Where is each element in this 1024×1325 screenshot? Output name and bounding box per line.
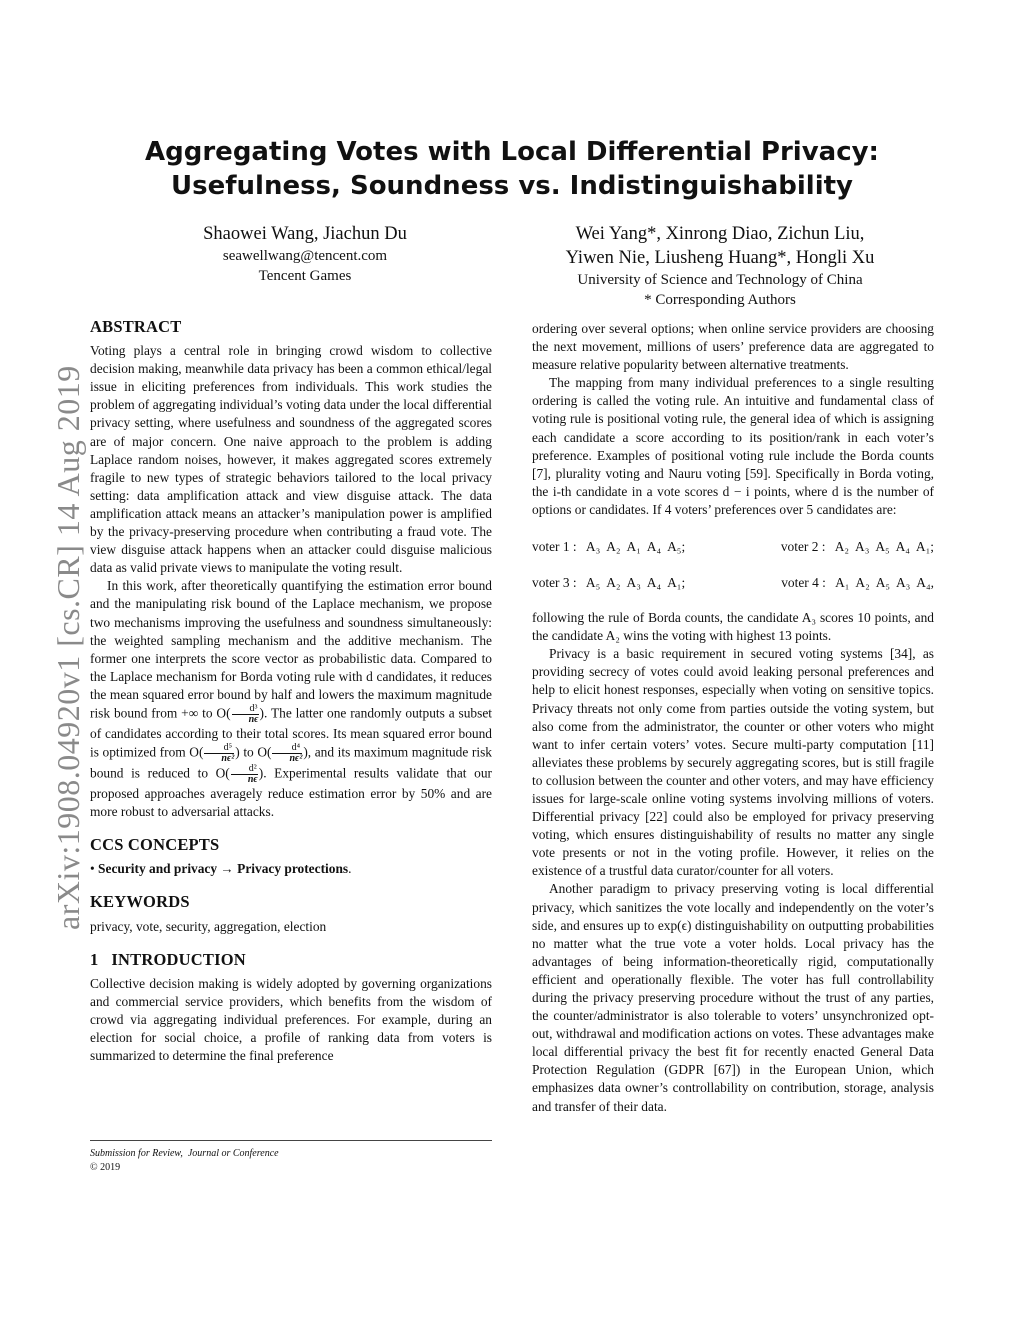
abstract-paragraph-2 — [90, 577, 492, 821]
author-names-line-1: Wei Yang*, Xinrong Diao, Zichun Liu, — [575, 224, 865, 244]
fraction-denominator: nϵ² — [221, 753, 235, 765]
abstract-text-e: ). Experimental results validate that our proposed approaches averagely reduce estimation error by 50% and are more robust to adversarial attacks. — [90, 765, 492, 820]
author-affiliation: University of Science and Technology of China — [577, 272, 863, 288]
author-block-right — [505, 222, 935, 310]
fraction-3 — [272, 743, 302, 764]
fraction-2 — [204, 743, 234, 764]
ccs-end: . — [348, 861, 352, 877]
ccs-bullet: • — [90, 861, 99, 877]
fraction-numerator: d² — [231, 764, 258, 775]
vote-row — [532, 565, 934, 601]
abstract-text-b: ). The latter one randomly outputs a subset of candidates according to their total scores. Its mean squared error bound is optimized from O( — [90, 705, 492, 760]
abstract-heading: ABSTRACT — [90, 317, 182, 336]
abstract-text-a: In this work, after theoretically quantifying the estimation error bound and the manipulating risk bound of the Laplace mechanism, we propose two mechanisms improving the usefulness and soundness simultaneously: the weighted sampling mechanism and the additive mechanism. The former one interprets the score vector as probabilistic data. Compared to the Laplace mechanism for Borda voting rule with d candidates, it reduces the mean squared error bound by half and lowers the maximum magnitude risk bound from +∞ to O( — [90, 578, 492, 721]
author-affiliation: Tencent Games — [258, 268, 352, 284]
author-block-left — [90, 222, 520, 286]
vote-row — [532, 529, 934, 565]
vote-1: voter 1 : A₃ A₂ A₁ A₄ A₅; — [532, 538, 686, 554]
paper-title — [90, 135, 934, 203]
corresponding-note: * Corresponding Authors — [644, 292, 796, 308]
right-paragraph-1: The mapping from many individual preferences to a single resulting ordering is called the voting rule. An intuitive and fundamental class of voting rule is positional voting rule, the general idea of which is assigning each candidate a score according to its position/rank in each voter’s preference. Examples of positional voting rule include the Borda counts [7], plurality voting and Nauru voting [59]. Specifically in Borda voting, the i-th candidate in a vote scores d − i points, where d is the number of options or candidates. If 4 voters’ preferences over 5 candidates are: — [532, 375, 934, 517]
ccs-term: Security and privacy → Privacy protections — [98, 861, 349, 877]
title-line-2: Usefulness, Soundness vs. Indistinguishability — [170, 171, 854, 201]
footnote — [90, 1140, 492, 1175]
keywords-heading: KEYWORDS — [90, 892, 190, 912]
vote-3: voter 3 : A₅ A₂ A₃ A₄ A₁; — [532, 574, 686, 590]
ccs-concepts — [90, 860, 492, 878]
intro-heading: 1 INTRODUCTION — [90, 949, 246, 969]
right-paragraph-4: Another paradigm to privacy preserving voting is local differential privacy, which sanitizes the vote locally and independently on the voter’s side, and ensures up to exp(ϵ) distinguishability on outputting probabilities no matter what the true vote a voter holds. Local privacy has the advantages of being information-theoretically rigid, computationally efficient and operationally flexible. The voter has full controllability during the privacy preserving procedure without the trust of any parties, the counter/administrator is also tolerable to voters’ unsynchronized opt-out, withdrawal and modification actions on votes. These advantages make local differential privacy the best fit for recently enacted General Data Protection Regulation (GDPR [67]) in the European Union, which emphasizes data owner’s controllability on contribution, storage, analysis and transfer of their data. — [532, 881, 934, 1114]
fraction-4 — [231, 764, 258, 785]
fraction-numerator: d⁴ — [272, 743, 302, 754]
vote-profile — [532, 529, 934, 601]
author-names-line-2: Yiwen Nie, Liusheng Huang*, Hongli Xu — [565, 248, 875, 268]
fraction-1 — [232, 704, 259, 725]
right-paragraph-2: following the rule of Borda counts, the candidate A₃ scores 10 points, and the candidate A₂ wins the voting with highest 13 points. — [532, 610, 934, 644]
abstract-paragraph-1: Voting plays a central role in bringing crowd wisdom to collective decision making, meanwhile data privacy has been a common ethical/legal issue in eliciting preferences from individuals. This work studies the problem of aggregating individual’s voting data under the local differential privacy setting, where usefulness and soundness of the aggregated scores are of major concern. One naive approach to the problem is adding Laplace random noises, however, it makes aggregated scores extremely fragile to new types of strategic behaviors tailored to the local privacy setting: data amplification attack and view disguise attack. The data amplification attack means an attacker’s manipulation power is amplified by the privacy-preserving procedure when contributing a fraud vote. The view disguise attack happens when an attacker could disguise malicious data as valid private views to manipulate the voting result. — [90, 343, 492, 576]
fraction-denominator: nϵ — [247, 774, 258, 786]
ccs-heading: CCS CONCEPTS — [90, 835, 220, 855]
vote-2: voter 2 : A₂ A₃ A₅ A₄ A₁; — [780, 538, 934, 554]
right-column — [532, 320, 934, 1116]
author-names: Shaowei Wang, Jiachun Du — [203, 224, 407, 244]
keywords-text: privacy, vote, security, aggregation, election — [90, 918, 327, 934]
footnote-submission: Submission for Review, Journal or Conference — [90, 1148, 279, 1159]
left-column — [90, 318, 492, 1065]
fraction-denominator: nϵ — [248, 713, 259, 725]
fraction-denominator: nϵ² — [289, 753, 303, 765]
abstract-text-c: ) to O( — [235, 744, 272, 760]
vote-4: voter 4 : A₁ A₂ A₅ A₃ A₄, — [781, 574, 934, 590]
intro-paragraph-1: Collective decision making is widely adopted by governing organizations and commercial service providers, which benefits from the wisdom of crowd via aggregating individual preferences. For example, during an election for social choice, a profile of ranking data from voters is summarized to determine the final preference — [90, 975, 492, 1064]
right-paragraph-0: ordering over several options; when online service providers are choosing the next movement, millions of users’ preference data are aggregated to measure relative popularity between alternative treatments. — [532, 321, 934, 373]
author-email: seawellwang@tencent.com — [222, 248, 388, 264]
footnote-copyright: © 2019 — [90, 1162, 121, 1173]
right-paragraph-3: Privacy is a basic requirement in secured voting systems [34], as providing secrecy of votes could avoid leaking personal preferences and help to elicit honest responses, especially when voting on sensitive topics. Privacy threats not only come from parties outside the voting system, but also come from the administrator, the counter or other voters who might want to infer certain voters’ votes. Secure multi-party computation [11] alleviates these problems by securely aggregating scores, but is still fragile to collusion between the counter and other voters, and may have efficiency issues for large-scale online voting systems involving millions of voters. Differential privacy [22] could also be employed for privacy preserving voting, which ensures distinguishability of results no matter any single vote presents or not in the voting profile. However, it relies on the existence of a trustful data curator/counter for all voters. — [532, 646, 934, 879]
title-line-1: Aggregating Votes with Local Differential Privacy: — [145, 137, 879, 167]
fraction-numerator: d³ — [232, 704, 259, 715]
arxiv-stamp: arXiv:1908.04920v1 [cs.CR] 14 Aug 2019 — [50, 365, 86, 930]
fraction-numerator: d⁵ — [204, 743, 234, 754]
abstract-text-d: ), and its maximum magnitude risk bound is reduced to O( — [90, 744, 492, 781]
